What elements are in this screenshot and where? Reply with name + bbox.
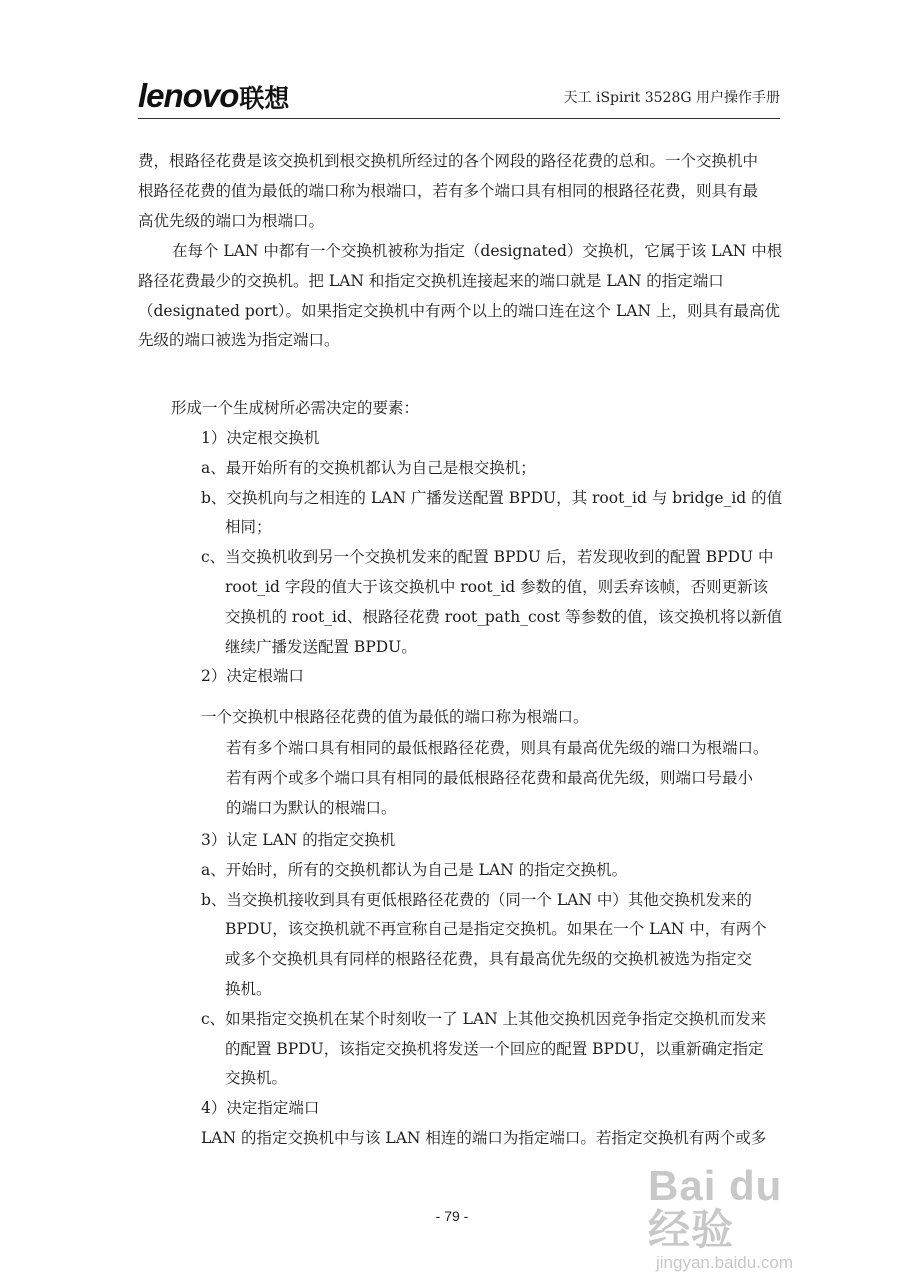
text-line: 费，根路径花费是该交换机到根交换机所经过的各个网段的路径花费的总和。一个交换机中 <box>138 152 759 170</box>
section-heading: 4）决定指定端口 <box>201 1099 320 1118</box>
text-line: 若有多个端口具有相同的最低根路径花费，则具有最高优先级的端口为根端口。 <box>226 739 769 757</box>
page-header <box>138 78 780 114</box>
list-item-cont: 交换机的 root_id、根路径花费 root_path_cost 等参数的值，该交换机将以新值 <box>225 607 783 626</box>
logo-text: lenovo <box>138 77 239 114</box>
list-item-cont: 相同； <box>225 518 272 537</box>
watermark-url: jingyan.baidu.com <box>656 1253 794 1272</box>
list-item-cont: root_id 字段的值大于该交换机中 root_id 参数的值，则丢弃该帧，否则更新该 <box>225 577 769 596</box>
section-heading: 3）认定 LAN 的指定交换机 <box>201 831 396 849</box>
section-heading: 1）决定根交换机 <box>201 429 320 447</box>
list-item-cont: 继续广播发送配置 BPDU。 <box>225 637 417 656</box>
list-item-cont: 交换机。 <box>225 1069 288 1088</box>
section-1 <box>201 424 782 692</box>
list-item: b、交换机向与之相连的 LAN 广播发送配置 BPDU，其 root_id 与 bridge_id 的值 <box>201 488 783 507</box>
text-line: 路径花费最少的交换机。把 LAN 和指定交换机连接起来的端口就是 LAN 的指定端口 <box>138 271 724 290</box>
text-line: 高优先级的端口为根端口。 <box>138 211 325 230</box>
list-item: b、当交换机接收到具有更低根路径花费的（同一个 LAN 中）其他交换机发来的 <box>201 890 752 909</box>
elements-intro: 形成一个生成树所必需决定的要素： <box>171 399 420 417</box>
watermark-brand: Bai du 经验 <box>648 1162 783 1253</box>
list-item: c、如果指定交换机在某个时刻收一了 LAN 上其他交换机因竞争指定交换机而发来 <box>201 1009 767 1028</box>
text-line: 的端口为默认的根端口。 <box>226 798 397 817</box>
paragraph-2 <box>138 237 782 356</box>
doc-title: 天工 iSpirit 3528G 用户操作手册 <box>563 90 780 106</box>
text-line: 若有两个或多个端口具有相同的最低根路径花费和最高优先级，则端口号最小 <box>226 768 754 787</box>
paragraph-1 <box>138 147 758 236</box>
root-port-details <box>226 734 769 823</box>
list-item: c、当交换机收到另一个交换机发来的配置 BPDU 后，若发现收到的配置 BPDU 中 <box>201 548 774 567</box>
text-line: LAN 的指定交换机中与该 LAN 相连的端口为指定端口。若指定交换机有两个或多 <box>201 1128 767 1147</box>
header-rule <box>138 118 780 119</box>
list-item-cont: 的配置 BPDU，该指定交换机将发送一个回应的配置 BPDU，以重新确定指定 <box>225 1039 764 1058</box>
text-line: （designated port）。如果指定交换机中有两个以上的端口连在这个 LAN 上，则具有最高优 <box>138 301 780 320</box>
root-port-text: 一个交换机中根路径花费的值为最低的端口称为根端口。 <box>201 708 589 726</box>
list-item: a、开始时，所有的交换机都认为自己是 LAN 的指定交换机。 <box>201 860 628 879</box>
list-item-cont: 或多个交换机具有同样的根路径花费，具有最高优先级的交换机被选为指定交 <box>225 950 753 969</box>
section-heading: 2）决定根端口 <box>201 667 304 686</box>
section-3 <box>201 826 767 1154</box>
page-number: - 79 - <box>435 1208 469 1224</box>
text-line: 根路径花费的值为最低的端口称为根端口，若有多个端口具有相同的根路径花费，则具有最 <box>138 181 759 200</box>
list-item-cont: 换机。 <box>225 979 272 998</box>
text-line: 在每个 LAN 中都有一个交换机被称为指定（designated）交换机，它属于该 LAN 中根 <box>172 242 783 260</box>
lenovo-logo <box>138 78 289 117</box>
text-line: 先级的端口被选为指定端口。 <box>138 331 340 350</box>
list-item-cont: BPDU，该交换机就不再宣称自己是指定交换机。如果在一个 LAN 中，有两个 <box>225 920 767 939</box>
logo-cn: 联想 <box>239 85 290 113</box>
list-item: a、最开始所有的交换机都认为自己是根交换机； <box>201 458 536 477</box>
